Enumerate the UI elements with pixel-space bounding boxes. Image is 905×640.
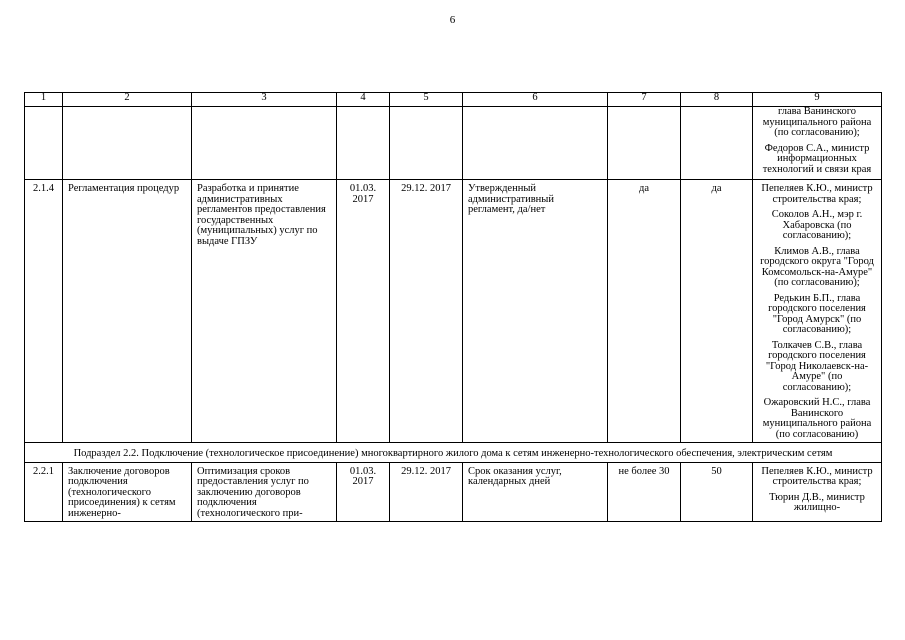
table-row-2-2-1 xyxy=(25,462,882,521)
col-header: 4 xyxy=(337,93,390,107)
responsible-entry: Соколов А.Н., мэр г. Хабаровска (по согласованию); xyxy=(771,209,863,241)
end-date: 29.12. 2017 xyxy=(390,180,463,443)
col-header: 7 xyxy=(608,93,681,107)
indicator: Утвержденный административный регламент, да/нет xyxy=(463,180,608,443)
col-header: 1 xyxy=(25,93,63,107)
subsection-title: Подраздел 2.2. Подключение (технологическое присоединение) многоквартирного жилого дома к сетям инженерно-технологического обеспечения, электрическим сетям xyxy=(25,443,882,463)
col-header: 2 xyxy=(63,93,192,107)
responsible-cell xyxy=(753,462,882,521)
subsection-row xyxy=(25,443,882,463)
responsible-entry: Тюрин Д.В., министр жилищно- xyxy=(769,491,865,513)
responsible-entry: глава Ванинского муниципального района (по согласованию); xyxy=(762,106,872,138)
item-action: Оптимизация сроков предоставления услуг по заключению договоров подключения (технологического при- xyxy=(197,466,309,519)
table-row-2-1-4 xyxy=(25,180,882,443)
responsible-entry: Климов А.В., глава городского округа "Город Комсомольск-на-Амуре" (по согласованию); xyxy=(760,245,874,288)
responsible-entry: Ожаровский Н.С., глава Ванинского муниципального района (по согласованию) xyxy=(762,397,872,440)
responsible-entry: Пепеляев К.Ю., министр строительства края; xyxy=(761,465,873,487)
responsible-entry: Федоров С.А., министр информационных технологий и связи края xyxy=(762,142,872,175)
base-value: да xyxy=(608,180,681,443)
target-value: да xyxy=(681,180,753,443)
target-value: 50 xyxy=(681,462,753,521)
col-header: 6 xyxy=(463,93,608,107)
responsible-entry: Пепеляев К.Ю., министр строительства края; xyxy=(761,183,873,205)
responsible-entry: Редькин Б.П., глава городского поселения "Город Амурск" (по согласованию); xyxy=(768,292,866,335)
col-header: 8 xyxy=(681,93,753,107)
item-number: 2.1.4 xyxy=(25,180,63,443)
responsible-cell xyxy=(753,180,882,443)
col-header: 5 xyxy=(390,93,463,107)
item-name: Заключение договоров подключения (технологического присоединения) к сетям инженерно- xyxy=(68,466,176,519)
indicator: Срок оказания услуг, календарных дней xyxy=(463,462,608,521)
page-bottom-mask xyxy=(0,606,905,640)
action-plan-table xyxy=(24,92,882,522)
responsible-entry: Толкачев С.В., глава городского поселения "Город Николаевск-на-Амуре" (по согласованию); xyxy=(765,339,869,393)
end-date: 29.12. 2017 xyxy=(390,462,463,521)
start-date: 01.03. 2017 xyxy=(337,462,390,521)
page-number: 6 xyxy=(449,14,456,26)
item-action: Разработка и принятие административных регламентов предоставления государственных (муниципальных) услуг по выдаче ГПЗУ xyxy=(192,180,337,443)
responsible-cell xyxy=(753,107,882,180)
start-date: 01.03. 2017 xyxy=(337,180,390,443)
table-row-continued xyxy=(25,107,882,180)
item-name: Регламентация процедур xyxy=(63,180,192,443)
item-number: 2.2.1 xyxy=(25,462,63,521)
col-header: 3 xyxy=(192,93,337,107)
base-value: не более 30 xyxy=(608,462,681,521)
header-row xyxy=(25,93,882,107)
col-header: 9 xyxy=(753,93,882,107)
